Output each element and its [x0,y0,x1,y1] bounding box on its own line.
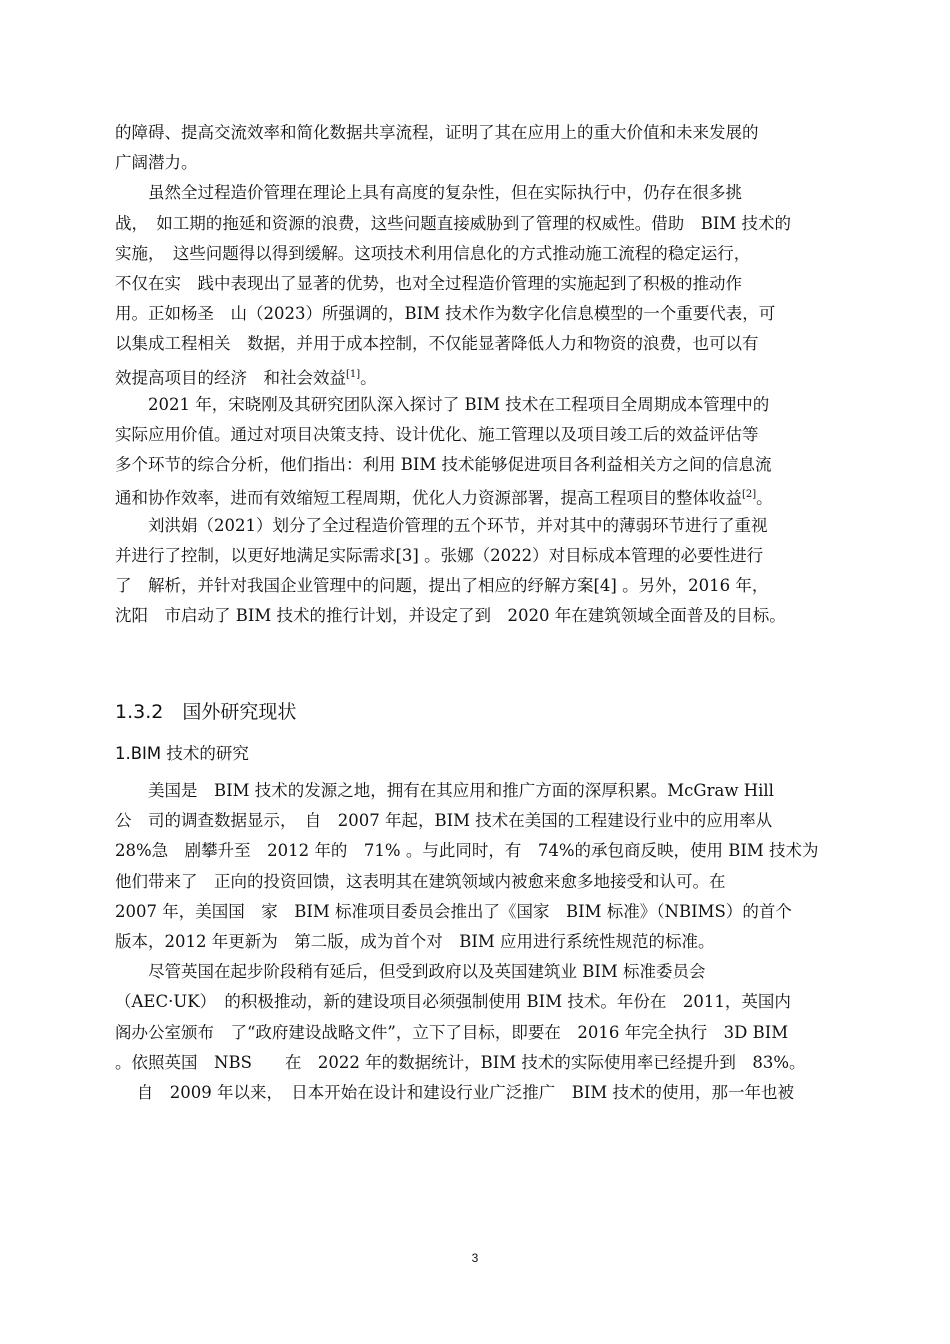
text-line: 2021 年，宋晓刚及其研究团队深入探讨了 BIM 技术在工程项目全周期成本管理中的 [115,394,770,414]
text-line: 广阔潜力。 [115,153,198,173]
text-line: （AEC·UK） 的积极推动，新的建设项目必须强制使用 BIM 技术。年份在 2011，英国内 [115,992,791,1012]
text-line: 效提高项目的经济 和社会效益[1]。 [115,368,377,388]
text-line: 实际应用价值。通过对项目决策支持、设计优化、施工管理以及项目竣工后的效益评估等 [115,425,759,444]
text-line: 版本，2012 年更新为 第二版，成为首个对 BIM 应用进行系统性规范的标准。 [115,932,715,951]
text-line: 2007 年，美国国 家 BIM 标准项目委员会推出了《国家 BIM 标准》（NBIMS）的首个 [115,901,792,921]
text-line: 的障碍、提高交流效率和简化数据共享流程，证明了其在应用上的重大价值和未来发展的 [115,123,759,142]
text-line: 美国是 BIM 技术的发源之地，拥有在其应用和推广方面的深厚积累。McGraw Hill [115,781,774,800]
page-number: 3 [471,1251,479,1265]
text-line: 自 2009 年以来， 日本开始在设计和建设行业广泛推广 BIM 技术的使用，那一年也被 [115,1083,795,1102]
citation-marker: [2] [742,489,757,501]
text-line: 战， 如工期的拖延和资源的浪费，这些问题直接威胁到了管理的权威性。借助 BIM 技术的 [115,213,792,233]
text-line: 实施， 这些问题得以得到缓解。这项技术利用信息化的方式推动施工流程的稳定运行， [115,243,751,263]
text-line: 以集成工程相关 数据，并用于成本控制，不仅能显著降低人力和物资的浪费，也可以有 [115,334,759,354]
text-line: 公 司的调查数据显示， 自 2007 年起，BIM 技术在美国的工程建设行业中的应用率从 [115,811,773,831]
text-line: 28%急 剧攀升至 2012 年的 71% 。与此同时，有 74%的承包商反映，使用 BIM 技术为 [115,841,819,861]
text-line: 并进行了控制，以更好地满足实际需求[3] 。张娜（2022）对目标成本管理的必要性进行 [115,545,764,565]
subsection-heading: 1.BIM 技术的研究 [115,744,249,763]
text-line: 他们带来了 正向的投资回馈，这表明其在建筑领域内被愈来愈多地接受和认可。在 [115,871,726,891]
text-line: 尽管英国在起步阶段稍有延后，但受到政府以及英国建筑业 BIM 标准委员会 [115,962,706,982]
text-line: 虽然全过程造价管理在理论上具有高度的复杂性，但在实际执行中，仍存在很多挑 [115,183,742,203]
text-line: 阁办公室颁布 了“政府建设战略文件”，立下了目标，即要在 2016 年完全执行 3D BIM [115,1022,789,1042]
text-line: 用。正如杨圣 山（2023）所强调的，BIM 技术作为数字化信息模型的一个重要代表，可 [115,304,776,324]
text-line: 多个环节的综合分析，他们指出：利用 BIM 技术能够促进项目各利益相关方之间的信息流 [115,455,772,475]
text-line: 通和协作效率，进而有效缩短工程周期，优化人力资源部署，提高工程项目的整体收益[2]。 [115,488,773,508]
text-line: 。依照英国 NBS 在 2022 年的数据统计，BIM 技术的实际使用率已经提升到 83%。 [115,1052,806,1072]
text-line: 沈阳 市启动了 BIM 技术的推行计划，并设定了到 2020 年在建筑领域全面普及的目标。 [115,606,786,626]
text-line: 了 解析，并针对我国企业管理中的问题，提出了相应的纾解方案[4] 。另外，2016 年， [115,576,769,595]
text-line: 刘洪娟（2021）划分了全过程造价管理的五个环节，并对其中的薄弱环节进行了重视 [115,515,768,535]
citation-marker: [1] [346,368,361,380]
section-heading: 1.3.2 国外研究现状 [115,701,297,723]
text-line: 不仅在实 践中表现出了显著的优势，也对全过程造价管理的实施起到了积极的推动作 [115,274,742,293]
